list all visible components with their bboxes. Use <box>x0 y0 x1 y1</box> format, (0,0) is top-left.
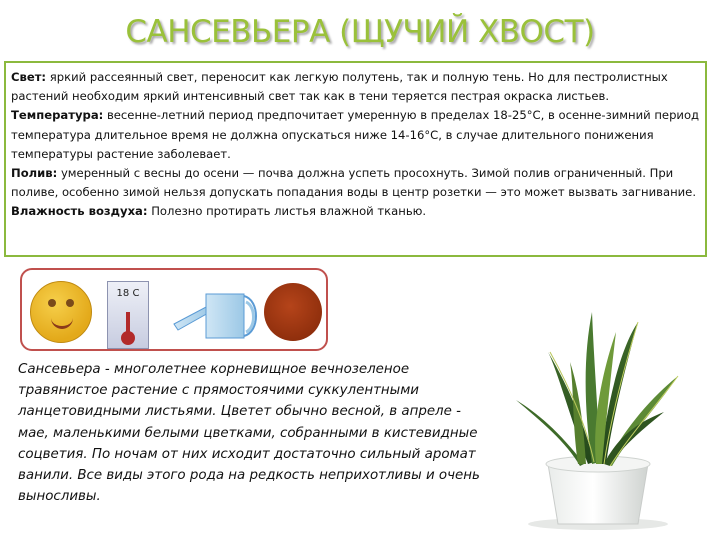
light-paragraph <box>11 68 701 106</box>
page-title: САНСЕВЬЕРА (ЩУЧИЙ ХВОСТ) <box>125 14 595 50</box>
watering-can-icon <box>172 282 262 344</box>
light-text: яркий рассеянный свет, переносит как легкую полутень, так и полную тень. Но для пестролистных растений необходим яркий интенсивный свет так как в тени теряется пестрая окраска листьев. <box>11 70 668 104</box>
smiley-left-eye <box>48 299 56 307</box>
temperature-text: весенне-летний период предпочитает умеренную в пределах 18-25°C, в осенне-зимний период температура длительное время не должна опускаться ниже 14-16°C, в случае длительного понижения температуры растение заболевает. <box>11 108 700 161</box>
smiley-right-eye <box>66 299 74 307</box>
watering-text: умеренный с весны до осени — почва должна успеть просохнуть. Зимой полив ограниченный. При поливе, особенно зимой нельзя допускать попадания воды в центр розетки — это может вызвать загнивание. <box>11 166 696 200</box>
light-label: Свет: <box>11 70 47 84</box>
humidity-label: Влажность воздуха: <box>11 204 148 219</box>
thermometer-icon <box>107 281 149 349</box>
care-icons-panel <box>20 268 328 351</box>
sansevieria-plant-image <box>488 292 710 532</box>
watering-label: Полив: <box>11 166 58 181</box>
watering-paragraph <box>11 164 701 202</box>
humidity-paragraph <box>11 202 701 221</box>
thermometer-label: 18 C <box>116 288 140 299</box>
plant-description: Сансевьера - многолетнее корневищное вечнозеленое травянистое растение с прямостоячими суккулентными ланцетовидными листьями. Цветет обычно весной, в апреле - мае, маленькими белыми цветками, собранными в кистевидные соцветия. По ночам от них исходит достаточно сильный аромат ванили. Все виды этого рода на редкость неприхотливы и очень выносливы. <box>18 362 480 505</box>
smiley-mouth <box>51 312 73 329</box>
temperature-label: Температура: <box>11 108 104 123</box>
thermometer-bulb <box>121 331 135 345</box>
humidity-text: Полезно протирать листья влажной тканью. <box>147 204 427 219</box>
care-info-box <box>4 61 707 257</box>
soil-icon <box>264 283 322 341</box>
temperature-paragraph <box>11 106 701 164</box>
smiley-sun-icon <box>30 281 92 343</box>
